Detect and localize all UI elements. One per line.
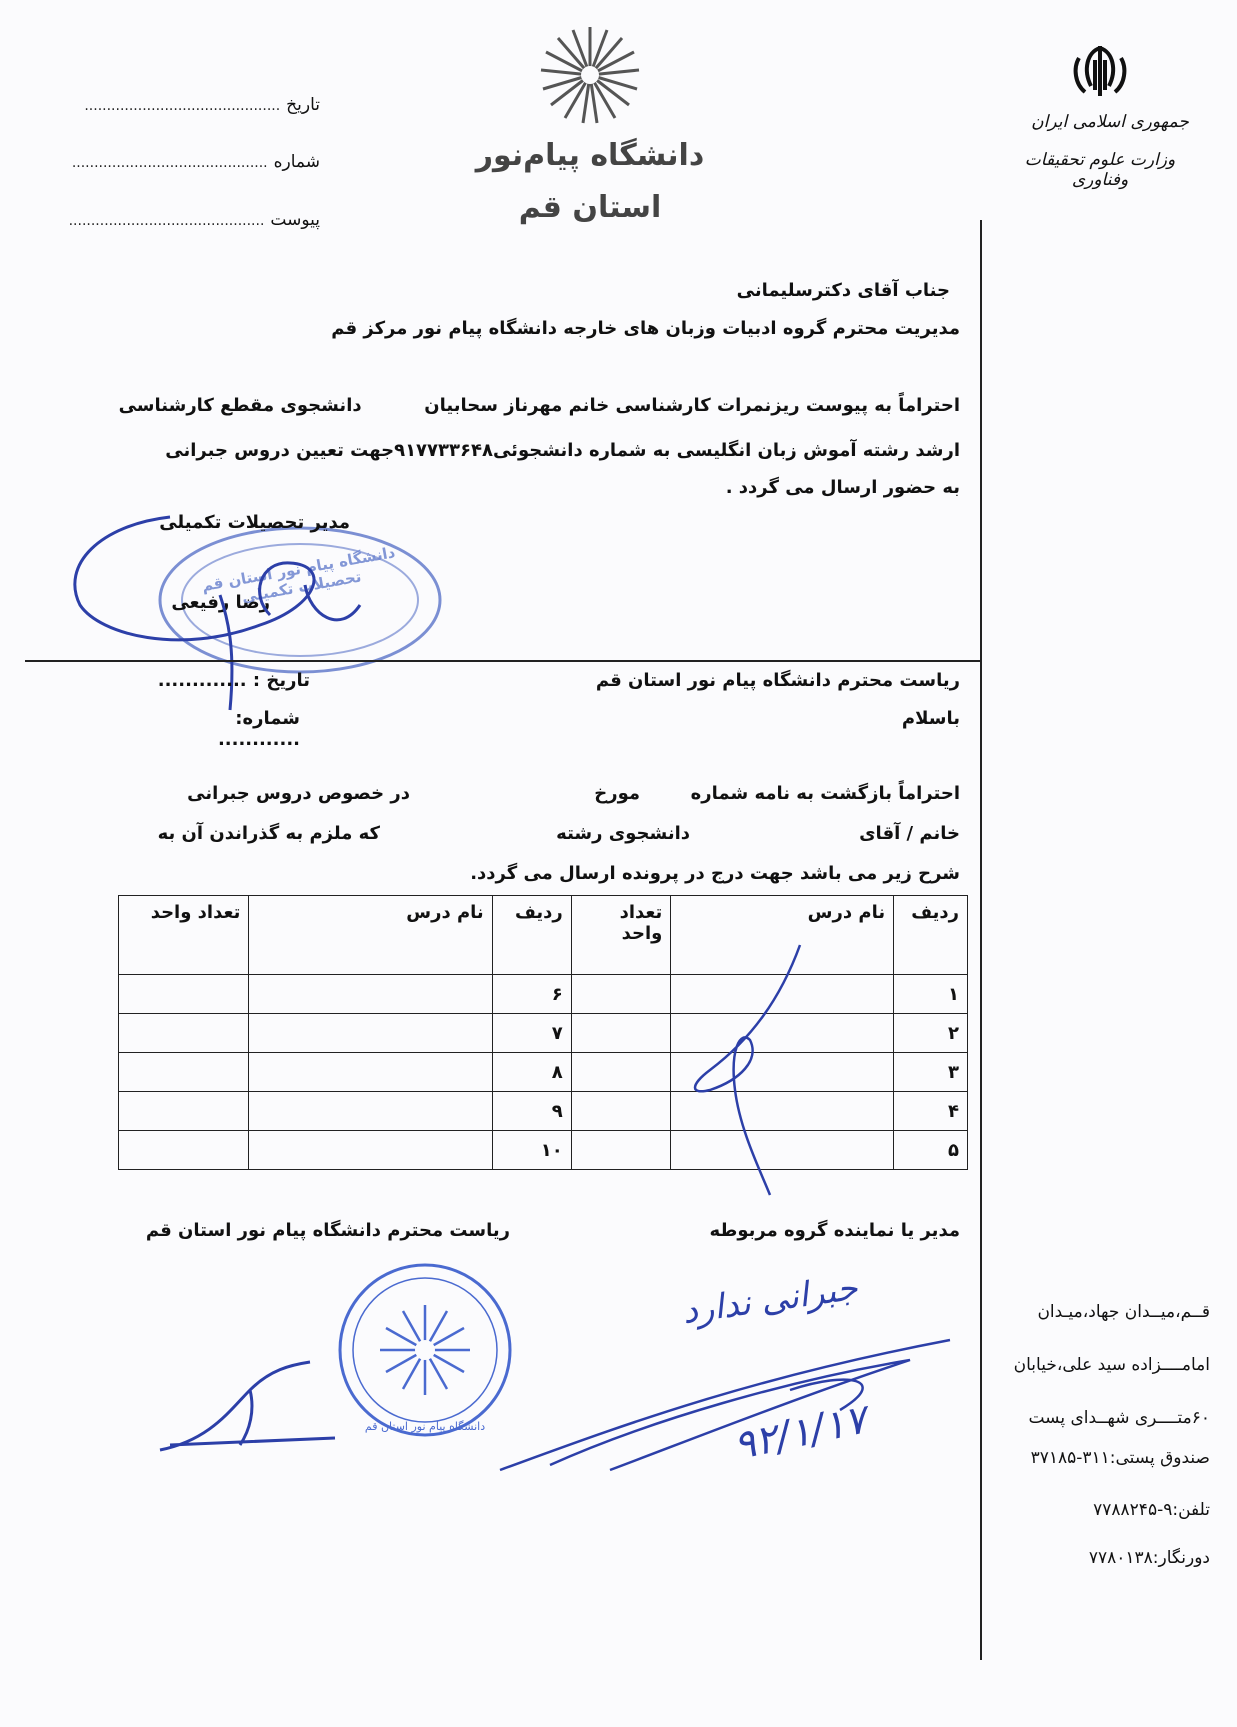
letter1-body-3: به حضور ارسال می گردد . xyxy=(725,477,960,498)
header-attachment-row xyxy=(60,210,320,230)
credits-cell xyxy=(571,1131,671,1170)
letter2-date-line: تاریخ : ............. xyxy=(157,670,310,691)
header-row-number: ردیف xyxy=(894,896,968,975)
letter2-greeting: باسلام xyxy=(901,708,960,729)
header-credits-2: تعداد واحد xyxy=(119,896,249,975)
row-number: ۲ xyxy=(894,1014,968,1053)
date-label: تاریخ xyxy=(286,95,320,115)
emblem-text-1: جمهوری اسلامی ایران xyxy=(1031,112,1189,132)
group-manager-label: مدیر یا نماینده گروه مربوطه xyxy=(709,1220,960,1241)
table-row xyxy=(119,975,968,1014)
course-cell xyxy=(249,1014,492,1053)
row-number: ۴ xyxy=(894,1092,968,1131)
letter2-body-1c: در خصوص دروس جبرانی xyxy=(187,783,410,804)
credits-cell xyxy=(119,1131,249,1170)
table-row xyxy=(119,1014,968,1053)
row-number: ۵ xyxy=(894,1131,968,1170)
address-line-3: ۶۰متــــری شهــدای پست xyxy=(1028,1408,1210,1428)
course-cell xyxy=(249,1092,492,1131)
course-cell xyxy=(249,1131,492,1170)
letter2-body-2c: که ملزم به گذراندن آن به xyxy=(157,823,380,844)
header-course-name: نام درس xyxy=(671,896,894,975)
letter2-body-2a: خانم / آقای xyxy=(859,823,960,844)
letter1-body-2: ارشد رشته آموش زبان انگلیسی به شماره دانشجوئی۹۱۷۷۳۳۶۴۸جهت تعیین دروس جبرانی xyxy=(165,440,960,461)
letter2-to-line: ریاست محترم دانشگاه پیام نور استان قم xyxy=(595,670,960,691)
letter1-signer-title: مدیر تحصیلات تکمیلی xyxy=(159,512,350,533)
row-number: ۱ xyxy=(894,975,968,1014)
letter2-body-1b: مورخ xyxy=(594,783,640,804)
letter1-dept-line: مدیریت محترم گروه ادبیات وزبان های خارجه دانشگاه پیام نور مرکز قم xyxy=(331,318,960,339)
credits-cell xyxy=(571,1014,671,1053)
president-signature-icon xyxy=(150,1350,340,1460)
section-divider xyxy=(25,660,980,662)
header-row-number-2: ردیف xyxy=(492,896,571,975)
row-number: ۱۰ xyxy=(492,1131,571,1170)
attachment-dots: ............................................ xyxy=(68,213,265,229)
credits-cell xyxy=(119,1092,249,1131)
president-label: ریاست محترم دانشگاه پیام نور استان قم xyxy=(145,1220,510,1241)
credits-cell xyxy=(119,1014,249,1053)
header-credits: تعداد واحد xyxy=(571,896,671,975)
university-name: دانشگاه پیام‌نور xyxy=(475,138,705,173)
row-number: ۷ xyxy=(492,1014,571,1053)
credits-cell xyxy=(119,1053,249,1092)
letter2-number-line: شماره: ............ xyxy=(217,708,300,750)
credits-cell xyxy=(571,975,671,1014)
address-line-2: امامــــزاده سید علی،خیابان xyxy=(1013,1355,1210,1375)
address-line-6: دورنگار:۷۷۸۰۱۳۸ xyxy=(1088,1548,1210,1568)
table-row xyxy=(119,1053,968,1092)
payame-noor-logo-icon xyxy=(535,25,645,125)
header-number-row xyxy=(60,152,320,172)
date-dots: ............................................ xyxy=(84,98,281,114)
letter1-body-1: احتراماً به پیوست ریزنمرات کارشناسی خانم مهرناز سحابیان دانشجوی مقطع کارشناسی xyxy=(118,395,960,416)
postgrad-seal-text: دانشگاه پیام نور استان قم تحصیلات تکمیلی xyxy=(200,543,397,607)
table-header-row xyxy=(119,896,968,975)
attachment-label: پیوست xyxy=(270,210,320,230)
table-row xyxy=(119,1092,968,1131)
university-seal-text: دانشگاه پیام نور استان قم xyxy=(364,1420,486,1433)
letter2-body-3: شرح زیر می باشد جهت درج در پرونده ارسال می گردد. xyxy=(470,863,960,884)
number-label: شماره xyxy=(273,152,320,172)
credits-cell xyxy=(571,1053,671,1092)
row-number: ۸ xyxy=(492,1053,571,1092)
address-line-1: قــم،میــدان جهاد،میـدان xyxy=(1037,1302,1210,1322)
letter1-signer-name: رضا رفیعی xyxy=(171,592,270,613)
course-cell xyxy=(249,975,492,1014)
address-line-5: تلفن:۹-۷۷۸۸۲۴۵ xyxy=(1093,1500,1210,1520)
header-course-name-2: نام درس xyxy=(249,896,492,975)
row-number: ۹ xyxy=(492,1092,571,1131)
province-name: استان قم xyxy=(518,190,662,225)
letter2-body-1a: احتراماً بازگشت به نامه شماره xyxy=(690,783,960,804)
course-cell xyxy=(249,1053,492,1092)
compensatory-courses-table xyxy=(118,895,968,1170)
iran-emblem-icon xyxy=(1065,40,1135,102)
handwritten-strike-icon xyxy=(680,940,830,1200)
number-dots: ............................................ xyxy=(71,155,268,171)
letter1-to-line: جناب آقای دکترسلیمانی xyxy=(736,280,950,301)
row-number: ۶ xyxy=(492,975,571,1014)
address-line-4: صندوق پستی:۳۱۱-۳۷۱۸۵ xyxy=(1030,1448,1210,1468)
handwritten-note: جبرانی ندارد xyxy=(679,1267,861,1333)
handwritten-date: ۹۲/۱/۱۷ xyxy=(729,1396,871,1470)
group-manager-signature-icon xyxy=(490,1320,990,1480)
credits-cell xyxy=(119,975,249,1014)
university-round-seal-icon xyxy=(335,1260,515,1440)
credits-cell xyxy=(571,1092,671,1131)
row-number: ۳ xyxy=(894,1053,968,1092)
table-row xyxy=(119,1131,968,1170)
letter2-body-2b: دانشجوی رشته xyxy=(556,823,690,844)
header-date-row xyxy=(60,95,320,115)
emblem-text-2: وزارت علوم تحقیقات وفناوری xyxy=(1024,150,1176,190)
